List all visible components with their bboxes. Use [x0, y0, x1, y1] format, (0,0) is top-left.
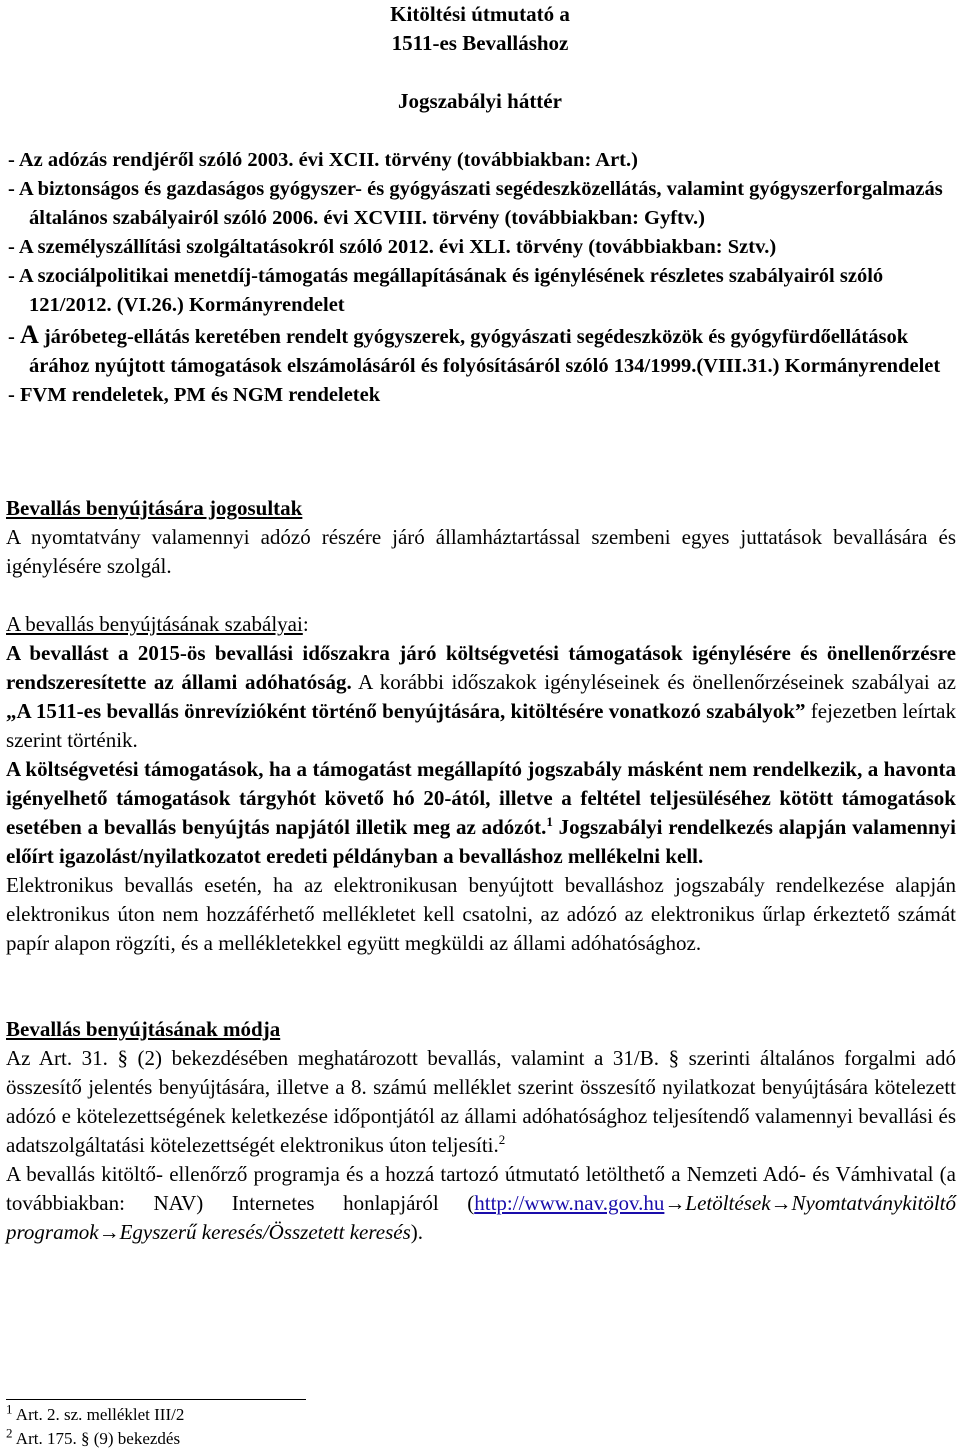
section-heading-line	[6, 610, 956, 639]
footnote-text: Art. 175. § (9) bekezdés	[12, 1429, 181, 1448]
law-item: - Az adózás rendjéről szóló 2003. évi XCII. törvény (továbbiakban: Art.)	[8, 149, 638, 171]
law-item: - A személyszállítási szolgáltatásokról szóló 2012. évi XLI. törvény (továbbiakban: Sztv.)	[8, 236, 777, 258]
document-title-line-1: Kitöltési útmutató a	[390, 2, 570, 26]
footnote-ref-1[interactable]: 1	[546, 814, 553, 829]
section-heading: Bevallás benyújtásának módja	[6, 1017, 281, 1041]
law-item-initial: A	[19, 320, 39, 349]
paragraph: Elektronikus bevallás esetén, ha az elektronikusan benyújtott bevalláshoz jogszabály rendelkezése alapján elektronikus úton nem hozzáférhető mellékletet kell csatolni, az adózó az elektronikus űrlap érkeztető számát papír alapon rögzíti, és a mellékletekkel együtt megküldi az állami adóhatósághoz.	[6, 873, 956, 955]
legal-references-list	[8, 146, 953, 410]
footnote-number: 1	[6, 1401, 13, 1417]
arrow-icon: →	[98, 1220, 120, 1244]
arrow-icon: →	[664, 1191, 686, 1215]
law-item-prefix: -	[8, 326, 20, 348]
paragraph: A nyomtatvány valamennyi adózó részére járó államháztartással szembeni egyes juttatások bevallására és igénylésére szolgál.	[6, 525, 956, 578]
bold-text: „A 1511-es bevallás önrevízióként történő benyújtására, kitöltésére vonatkozó szabályok”	[6, 699, 806, 723]
bold-text: A költségvetési támogatások, ha a támogatást megállapító jogszabály másként nem rendelkezik, a havonta igényelhető támogatások tárgyhót követő hó 20-ától, illetve a feltétel teljesüléséhez kötött támogatások esetében a bevallás benyújtás napjától illetik meg az adózót.	[6, 757, 956, 839]
section-submission-rules	[6, 610, 956, 958]
text: Az Art. 31. § (2) bekezdésében meghatározott bevallás, valamint a 31/B. § szerinti általános forgalmi adó összesítő jelentés benyújtására, illetve a 8. számú melléklet szerint összesítő nyilatkozat benyújtására kötelezett adózó e kötelezettségének keletkezése időpontjától az állami adóhatósághoz teljesítendő valamennyi bevallási és adatszolgáltatási kötelezettségét elektronikus úton teljesíti.	[6, 1046, 956, 1157]
section-title-legal-background: Jogszabályi háttér	[398, 89, 562, 113]
text: A bevallás kitöltő- ellenőrző programja és a hozzá tartozó útmutató letölthető a Nemzeti Adó- és Vámhivatal (a továbbiakban: NAV) Internetes honlapjáról (	[6, 1162, 956, 1215]
nav-website-link[interactable]: http://www.nav.gov.hu	[474, 1191, 665, 1215]
law-item: - A biztonságos és gazdaságos gyógyszer- és gyógyászati segédeszközellátás, valamint gyógyszerforgalmazás általános szabályairól szóló 2006. évi XCVIII. törvény (továbbiakban: Gyftv.)	[8, 178, 943, 229]
document-title-line-2: 1511-es Bevalláshoz	[391, 31, 569, 55]
law-item: - A szociálpolitikai menetdíj-támogatás megállapításának és igénylésének részletes szabályairól szóló 121/2012. (VI.26.) Kormányrendelet	[8, 265, 884, 316]
paragraph	[6, 639, 956, 755]
section-heading: Bevallás benyújtására jogosultak	[6, 496, 303, 520]
heading-colon: :	[302, 612, 309, 636]
paragraph	[6, 1160, 956, 1247]
law-item-text: járóbeteg-ellátás keretében rendelt gyógyszerek, gyógyászati segédeszközök és gyógyfürdőellátások árához nyújtott támogatások elszámolásáról és folyósításáról szóló 134/1999.(VIII.31.) Kormányrendelet	[29, 326, 941, 377]
section-eligibility	[6, 494, 956, 581]
footnote-ref-2[interactable]: 2	[498, 1132, 506, 1147]
footnote	[6, 1427, 184, 1451]
path-step: Egyszerű keresés/Összetett keresés	[119, 1220, 411, 1244]
text: fejezetben leírtak szerint történik.	[6, 699, 957, 752]
path-step: Letöltések	[685, 1191, 771, 1215]
section-heading: A bevallás benyújtásának szabályai	[6, 612, 303, 636]
path-step: Nyomtatványkitöltő programok	[6, 1191, 956, 1244]
paragraph	[6, 1044, 956, 1160]
text: A korábbi időszakok igényléseinek és önellenőrzéseinek szabályai az	[351, 670, 956, 694]
arrow-icon: →	[770, 1191, 792, 1215]
footnote-number: 2	[6, 1425, 13, 1441]
bold-text: Jogszabályi rendelkezés alapján valamennyi előírt igazolást/nyilatkozatot eredeti példányban a bevalláshoz mellékelni kell.	[6, 815, 956, 868]
law-item: - FVM rendeletek, PM és NGM rendeletek	[8, 384, 381, 406]
text: ).	[410, 1220, 424, 1244]
section-submission-method	[6, 1015, 956, 1247]
footnotes	[6, 1403, 184, 1451]
law-item	[8, 320, 953, 381]
bold-text: A bevallást a 2015-ös bevallási időszakra járó költségvetési támogatások igénylésére és önellenőrzésre rendszeresítette az állami adóhatóság.	[6, 641, 956, 694]
footnote-divider	[6, 1399, 306, 1400]
footnote	[6, 1403, 184, 1427]
footnote-text: Art. 2. sz. melléklet III/2	[12, 1405, 185, 1424]
paragraph	[6, 755, 956, 871]
